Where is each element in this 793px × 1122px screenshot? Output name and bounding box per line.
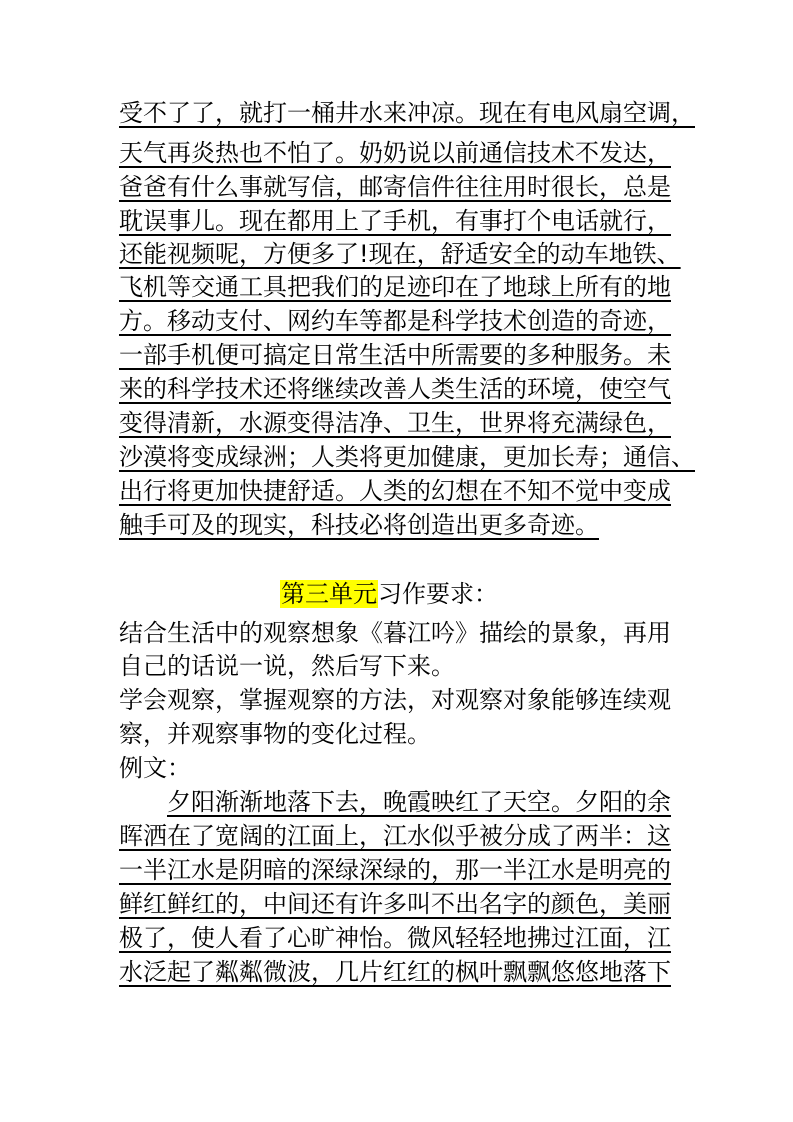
requirement-line: 学会观察，掌握观察的方法，对观察对象能够连续观: [119, 686, 671, 714]
passage-line: 还能视频呢，方便多了!现在，舒适安全的动车地铁、: [119, 240, 681, 268]
passage-line: 变得清新，水源变得洁净、卫生，世界将充满绿色，: [119, 409, 671, 437]
passage-line: 触手可及的现实，科技必将创造出更多奇迹。: [119, 511, 599, 539]
section-heading: [280, 579, 498, 613]
example-line: 鲜红鲜红的，中间还有许多叫不出名字的颜色，美丽: [119, 890, 671, 918]
passage-line: 来的科学技术还将继续改善人类生活的环境，使空气: [119, 375, 671, 403]
passage-line: 受不了了，就打一桶井水来冲凉。现在有电风扇空调，: [119, 99, 695, 127]
passage-line: 沙漠将变成绿洲；人类将更加健康，更加长寿；通信、: [119, 443, 695, 471]
passage-line: 天气再炎热也不怕了。奶奶说以前通信技术不发达，: [119, 139, 671, 167]
requirement-line: 自己的话说一说，然后写下来。: [119, 652, 455, 680]
requirement-line: 察，并观察事物的变化过程。: [119, 720, 431, 748]
passage-line: 飞机等交通工具把我们的足迹印在了地球上所有的地: [119, 273, 671, 301]
example-line: 一半江水是阴暗的深绿深绿的，那一半江水是明亮的: [119, 856, 671, 884]
example-line: 水泛起了粼粼微波，几片红红的枫叶飘飘悠悠地落下: [119, 958, 671, 986]
example-line: 极了，使人看了心旷神怡。微风轻轻地拂过江面，江: [119, 924, 671, 952]
passage-line: 耽误事儿。现在都用上了手机，有事打个电话就行，: [119, 207, 671, 235]
example-line: 夕阳渐渐地落下去，晚霞映红了天空。夕阳的余: [167, 788, 671, 816]
section-highlight: 第三单元: [281, 580, 377, 608]
requirement-line: 结合生活中的观察想象《暮江吟》描绘的景象，再用: [119, 619, 671, 647]
section-title-rest: 习作要求：: [378, 580, 498, 608]
passage-line: 一部手机便可搞定日常生活中所需要的多种服务。未: [119, 341, 671, 369]
example-label: 例文：: [119, 754, 191, 782]
example-line: 晖洒在了宽阔的江面上，江水似乎被分成了两半：这: [119, 822, 671, 850]
passage-line: 方。移动支付、网约车等都是科学技术创造的奇迹，: [119, 307, 671, 335]
passage-line: 爸爸有什么事就写信，邮寄信件往往用时很长，总是: [119, 173, 671, 201]
passage-line: 出行将更加快捷舒适。人类的幻想在不知不觉中变成: [119, 477, 671, 505]
